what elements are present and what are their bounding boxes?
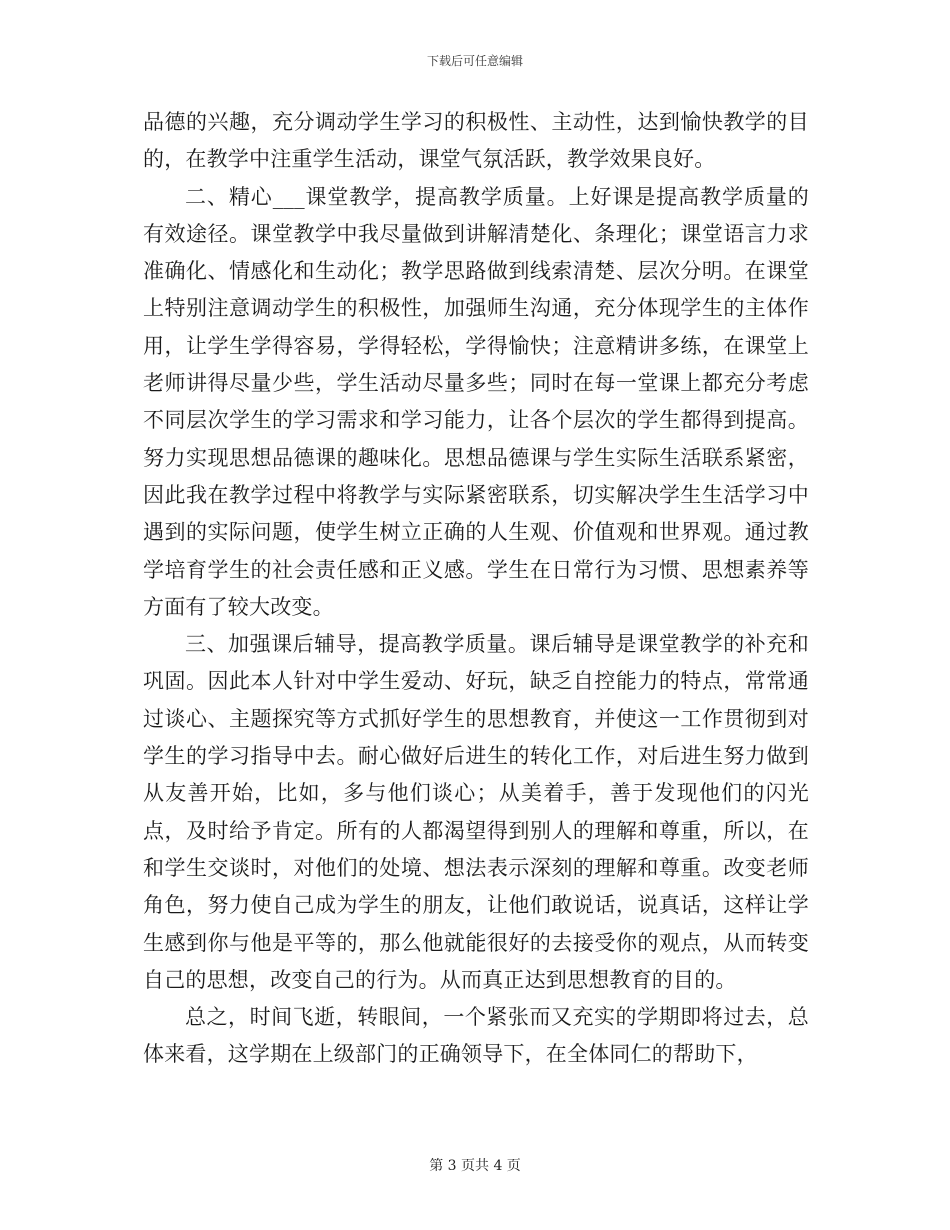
page-number: 第 3 页共 4 页 xyxy=(429,1158,521,1174)
body-paragraph: 品德的兴趣，充分调动学生学习的积极性、主动性，达到愉快教学的目的，在教学中注重学生活动，课堂气氛活跃，教学效果良好。 xyxy=(143,110,809,172)
body-paragraph: 三、加强课后辅导，提高教学质量。课后辅导是课堂教学的补充和巩固。因此本人针对中学生爱动、好玩，缺乏自控能力的特点，常常通过谈心、主题探究等方式抓好学生的思想教育，并使这一工作贯彻到对学生的学习指导中去。耐心做好后进生的转化工作，对后进生努力做到从友善开始，比如，多与他们谈心；从美着手，善于发现他们的闪光点，及时给予肯定。所有的人都渴望得到别人的理解和尊重，所以，在和学生交谈时，对他们的处境、想法表示深刻的理解和尊重。改变老师角色，努力使自己成为学生的朋友，让他们敢说话，说真话，这样让学生感到你与他是平等的，那么他就能很好的去接受你的观点，从而转变自己的思想，改变自己的行为。从而真正达到思想教育的目的。 xyxy=(143,632,809,992)
body-paragraph: 二、精心___课堂教学，提高教学质量。上好课是提高教学质量的有效途径。课堂教学中我尽量做到讲解清楚化、条理化；课堂语言力求准确化、情感化和生动化；教学思路做到线索清楚、层次分明。在课堂上特别注意调动学生的积极性，加强师生沟通，充分体现学生的主体作用，让学生学得容易，学得轻松，学得愉快；注意精讲多练，在课堂上老师讲得尽量少些，学生活动尽量多些；同时在每一堂课上都充分考虑不同层次学生的学习需求和学习能力，让各个层次的学生都得到提高。努力实现思想品德课的趣味化。思想品德课与学生实际生活联系紧密，因此我在教学过程中将教学与实际紧密联系，切实解决学生生活学习中遇到的实际问题，使学生树立正确的人生观、价值观和世界观。通过教学培育学生的社会责任感和正义感。学生在日常行为习惯、思想素养等方面有了较大改变。 xyxy=(143,184,809,619)
document-body xyxy=(143,104,809,1074)
body-paragraph: 总之，时间飞逝，转眼间，一个紧张而又充实的学期即将过去，总体来看，这学期在上级部门的正确领导下，在全体同仁的帮助下， xyxy=(143,1005,809,1067)
page-header: 下载后可任意编辑 xyxy=(426,54,523,68)
